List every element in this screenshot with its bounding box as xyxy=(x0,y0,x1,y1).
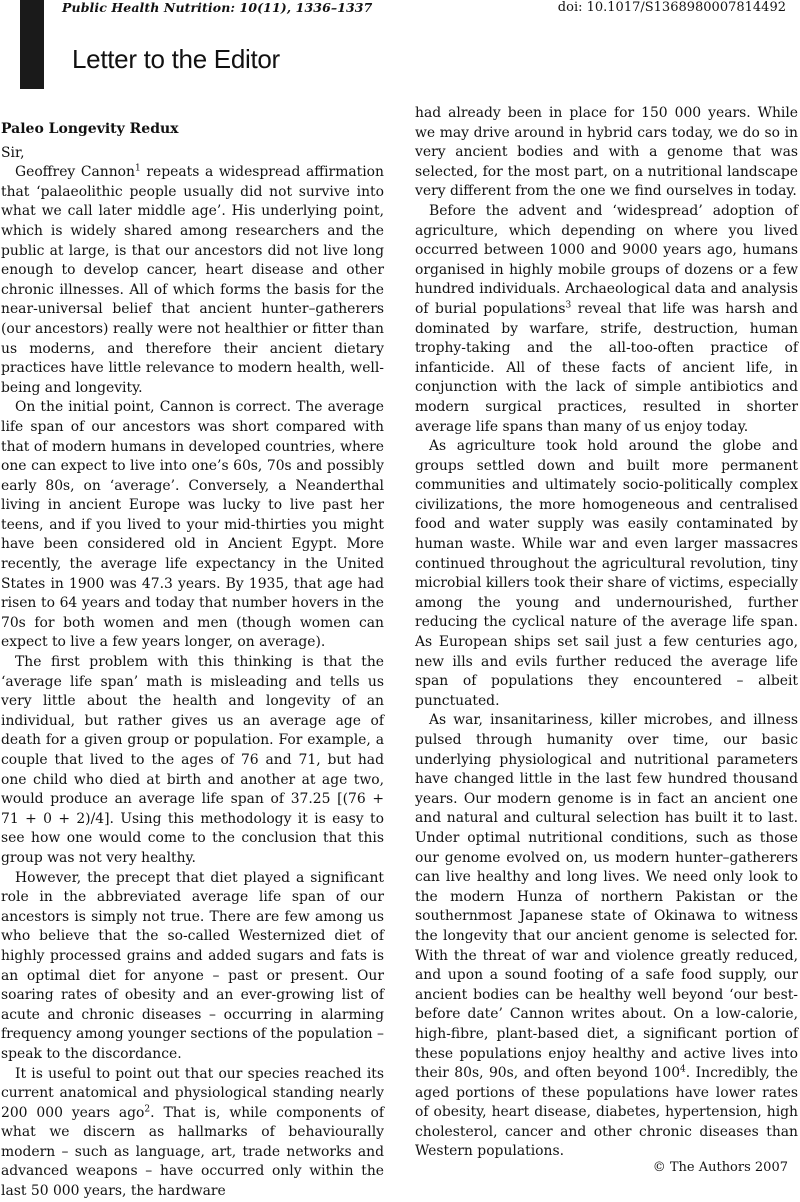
paragraph: However, the precept that diet played a significant role in the abbreviated average life span of our ancestors is simply not true. There are few among us who believe that the so-called Westernized diet of highly processed grains and added sugars and fats is an optimal diet for anyone – past or present. Our soaring rates of obesity and an ever-growing list of acute and chronic diseases – occurring in alarming frequency among younger sections of the population – speak to the discordance. xyxy=(1,869,384,1062)
paragraph: had already been in place for 150 000 years. While we may drive around in hybrid cars today, we do so in very ancient bodies and with a genome that was selected, for the most part, on a nutritional landscape very different from the one we find ourselves in today. xyxy=(415,105,798,200)
citation-ref: 2 xyxy=(144,1104,151,1115)
paragraph-text: repeats a widespread affirmation that ‘palaeolithic people usually did not survive into what we call later middle age’. His underlying point, which is widely shared among researchers and the public at large, is that our ancestors did not live long enough to develop cancer, heart disease and other chronic illnesses. All of which forms the basis for the near-universal belief that ancient hunter–gatherers (our ancestors) really were not healthier or fitter than us moderns, and therefore their ancient dietary practices have little relevance to modern health, well-being and longevity. xyxy=(1,164,384,396)
article-title: Paleo Longevity Redux xyxy=(1,121,179,137)
paragraph-text: It is useful to point out that our species reached its current anatomical and physiological standing nearly 200 000 years ago xyxy=(1,1065,384,1121)
paragraph xyxy=(1,1065,384,1202)
paragraph xyxy=(1,163,384,398)
paragraph: On the initial point, Cannon is correct. The average life span of our ancestors was short compared with that of modern humans in developed countries, where one can expect to live into one’s 60s, 70s and possibly early 80s, on ‘average’. Conversely, a Neanderthal living in ancient Europe was lucky to live past her teens, and if you lived to your mid-thirties you might have been considered old in Ancient Egypt. More recently, the average life expectancy in the United States in 1900 was 47.3 years. By 1935, that age had risen to 64 years and today that number hovers in the 70s for both women and men (though women can expect to live a few years longer, on average). xyxy=(1,399,384,651)
paragraph-text: Before the advent and ‘widespread’ adoption of agriculture, which depending on where you lived occurred between 1000 and 9000 years ago, humans organised in highly mobile groups of dozens or a few hundred individuals. Archaeological data and analysis of burial populations xyxy=(415,202,798,317)
right-column xyxy=(415,104,798,1162)
paragraph-text: . Incredibly, the aged portions of these populations have lower rates of obesity, heart disease, diabetes, hypertension, high cholesterol, cancer and other chronic diseases than Western populations. xyxy=(415,1065,798,1160)
salutation: Sir, xyxy=(1,144,25,161)
citation-ref: 1 xyxy=(135,163,141,174)
journal-reference: Public Health Nutrition: 10(11), 1336–1337 xyxy=(62,0,373,15)
citation-ref: 3 xyxy=(565,300,572,311)
doi: doi: 10.1017/S1368980007814492 xyxy=(557,0,786,15)
paragraph xyxy=(415,711,798,1162)
copyright: © The Authors 2007 xyxy=(652,1160,788,1175)
paragraph: The first problem with this thinking is that the ‘average life span’ math is misleading and tells us very little about the health and longevity of an individual, but rather gives us an average age of death for a given group or population. For example, a couple that lived to the ages of 76 and 71, but had one child who died at birth and another at age two, would produce an average life span of 37.25 [(76 + 71 + 0 + 2)/4]. Using this methodology it is easy to see how one would come to the conclusion that this group was not very healthy. xyxy=(1,654,384,866)
paragraph-text: Geoffrey Cannon xyxy=(15,164,135,181)
section-title: Letter to the Editor xyxy=(72,44,280,74)
section-marker-bar xyxy=(20,0,44,89)
citation-ref: 4 xyxy=(680,1064,686,1075)
paragraph-text: . That is, while components of what we discern as hallmarks of behaviourally modern – such as language, art, trade networks and advanced weapons – have occurred only within the last 50 000 years, the hardware xyxy=(1,1104,384,1200)
paragraph xyxy=(415,202,798,437)
paragraph-text: As war, insanitariness, killer microbes, and illness pulsed through humanity over time, our basic underlying physiological and nutritional parameters have changed little in the last few hundred thousand years. Our modern genome is in fact an ancient one and natural and cultural selection has built it to last. Under optimal nutritional conditions, such as those our genome evolved on, us modern hunter–gatherers can live healthy and long lives. We need only look to the modern Hunza of northern Pakistan or the southernmost Japanese state of Okinawa to witness the longevity that our ancient genome is selected for. With the threat of war and violence greatly reduced, and upon a sound footing of a safe food supply, our ancient bodies can be healthy well beyond ‘our best-before date’ Cannon writes about. On a low-calorie, high-fibre, plant-based diet, a significant portion of these populations enjoy healthy and active lives into their 80s, 90s, and often beyond 100 xyxy=(415,712,798,1082)
paragraph: As agriculture took hold around the globe and groups settled down and built more permanent communities and ultimately socio-politically complex civilizations, the more homogeneous and centralised food and water supply was easily contaminated by human waste. While war and even larger massacres continued throughout the agricultural revolution, tiny microbial killers took their share of victims, especially among the young and undernourished, further reducing the cyclical nature of the average life span. As European ships set sail just a few centuries ago, new ills and evils further reduced the average life span of populations they encountered – albeit punctuated. xyxy=(415,438,798,709)
paragraph-text: reveal that life was harsh and dominated by warfare, strife, destruction, human trophy-taking and the all-too-often practice of infanticide. All of these facts of ancient life, in conjunction with the lack of simple antibiotics and modern surgical practices, resulted in shorter average life spans than many of us enjoy today. xyxy=(415,300,798,435)
left-column xyxy=(1,120,384,1202)
